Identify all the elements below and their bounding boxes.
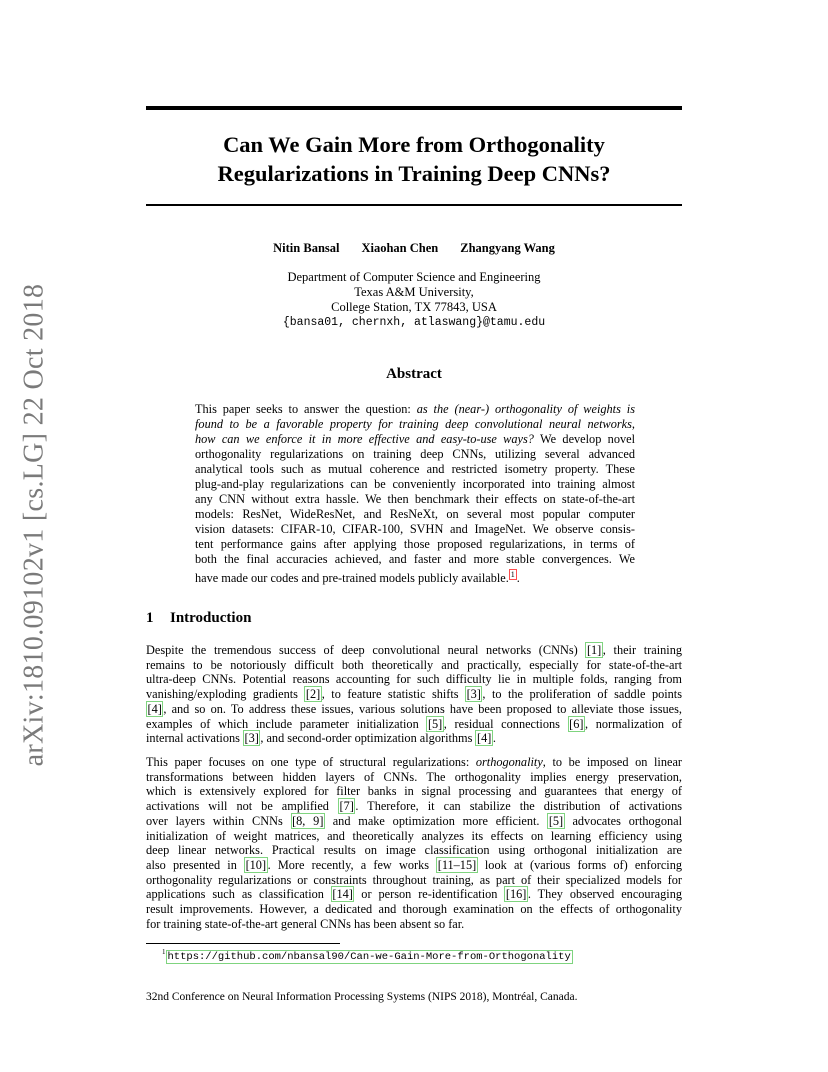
footnote-link[interactable]: 1	[510, 570, 515, 579]
text-run: transformations between hidden layers of CNNs. The orthogonality implies energy preservation,	[146, 769, 682, 784]
paragraph-line	[146, 672, 682, 687]
citation-link[interactable]: [2]	[305, 687, 321, 702]
paragraph-line	[146, 887, 682, 902]
text-run: , residual connections	[443, 716, 568, 731]
citation-link[interactable]: [8, 9]	[292, 813, 324, 828]
paragraph-line	[146, 731, 682, 746]
affiliation	[146, 270, 682, 330]
citation-link[interactable]: [14]	[332, 887, 353, 902]
abstract-line: analytical tools such as mutual coherence and restricted isometry property. These	[195, 462, 635, 476]
section-number: 1	[146, 610, 154, 626]
github-url-link[interactable]: https://github.com/nbansal90/Can-we-Gain-More-from-Orthogonality	[167, 950, 571, 963]
text-run: .	[492, 731, 496, 746]
text-run: Despite the tremendous success of deep convolutional neural networks (CNNs)	[146, 643, 586, 657]
text-run: , to the proliferation of saddle points	[482, 687, 683, 702]
citation-link[interactable]: [11–15]	[437, 857, 477, 872]
abstract-line: have made our codes and pre-trained models publicly available. $^1$ .	[195, 570, 520, 586]
paper-title	[146, 130, 682, 188]
abstract-line: how can we enforce it in more effective and easy-to-use ways? We develop novel	[195, 432, 635, 446]
arxiv-stamp-text: arXiv:1810.09102v1 [cs.LG] 22 Oct 2018	[18, 283, 49, 767]
text-run: look at (various forms of) enforcing	[477, 857, 682, 872]
text-run: which is extensively explored for filter banks in signal processing and guarantees that energy of	[146, 784, 682, 799]
text-run: , to feature statistic shifts	[321, 687, 466, 702]
emphasis-text: orthogonality	[475, 755, 543, 769]
intro-paragraph-1	[146, 643, 682, 746]
text-run: , normalization of	[584, 716, 682, 731]
paragraph-line	[146, 858, 682, 873]
author-list	[146, 241, 682, 256]
abstract-line: orthogonality regularizations on training deep CNNs, utilizing several advanced	[195, 447, 635, 461]
arxiv-stamp	[14, 283, 54, 767]
title-top-rule	[146, 106, 682, 110]
abstract-line: both the final accuracies achieved, and faster and more stable convergences. We	[195, 552, 635, 566]
paragraph-line	[146, 902, 682, 917]
author-2: Xiaohan Chen	[361, 241, 439, 255]
text-run: for training state-of-the-art general CNNs has been absent so far.	[146, 916, 465, 931]
text-run: orthogonality regularizations or constraints throughout training, as part of their specialized models for	[146, 872, 682, 887]
text-run: , and so on. To address these issues, various solutions have been proposed to alleviate those issues,	[163, 701, 682, 716]
citation-link[interactable]: [3]	[466, 687, 481, 702]
abstract-line: found to be a favorable property for training deep convolutional neural networks,	[195, 417, 635, 431]
paragraph-line	[146, 799, 682, 814]
text-run: initialization of weight matrices, and theoretically analyzes its effects on learning efficiency using	[146, 828, 682, 843]
text-run: , their training	[602, 643, 682, 657]
text-run: , to be imposed on linear	[542, 755, 683, 769]
text-run: deep linear networks. Practical results on image classification using orthogonal initialization are	[146, 843, 682, 858]
paragraph-line	[146, 829, 682, 844]
text-run: internal activations	[146, 731, 243, 746]
abstract-line: any CNN without extra hassle. We then benchmark their effects on state-of-the-art	[195, 492, 635, 506]
text-run: applications such as classification	[146, 887, 331, 902]
title-line-2: Regularizations in Training Deep CNNs?	[217, 161, 611, 186]
abstract-line: models: ResNet, WideResNet, and ResNeXt, on several most popular computer	[195, 507, 635, 521]
abstract-body	[195, 402, 635, 586]
venue-footer: 32nd Conference on Neural Information Processing Systems (NIPS 2018), Montréal, Canada.	[146, 991, 578, 1003]
text-run: activations will not be amplified	[146, 799, 338, 814]
text-run: . More recently, a few works	[267, 857, 437, 872]
author-3: Zhangyang Wang	[460, 241, 555, 255]
citation-link[interactable]: [5]	[427, 716, 443, 731]
section-title: Introduction	[170, 610, 252, 626]
paragraph-line	[146, 755, 682, 770]
paragraph-line	[146, 843, 682, 858]
affiliation-univ: Texas A&M University,	[354, 285, 474, 299]
footnote-mark: 1	[162, 948, 166, 956]
footnote	[162, 948, 573, 963]
section-heading-introduction	[146, 610, 251, 627]
affiliation-city: College Station, TX 77843, USA	[331, 300, 497, 314]
text-run: result improvements. However, a dedicated and thorough examination on the effects of orthogonality	[146, 902, 682, 917]
paragraph-line	[146, 658, 682, 673]
text-run: examples of which include parameter initialization	[146, 716, 427, 731]
paragraph-line	[146, 717, 682, 732]
text-run: over layers within CNNs	[146, 813, 291, 828]
text-run: remains to be notoriously difficult both theoretically and practically, especially for state-of-the-art	[146, 657, 682, 672]
text-run: or person re-identification	[354, 887, 505, 902]
intro-paragraph-2	[146, 755, 682, 931]
abstract-line: vision datasets: CIFAR-10, CIFAR-100, SVHN and ImageNet. We observe consis-	[195, 522, 635, 536]
text-run: This paper focuses on one type of structural regularizations:	[146, 755, 476, 769]
author-1: Nitin Bansal	[273, 241, 340, 255]
paragraph-line	[146, 784, 682, 799]
abstract-line: This paper seeks to answer the question: as the (near-) orthogonality of weights is	[195, 402, 636, 416]
affiliation-dept: Department of Computer Science and Engineering	[287, 270, 541, 284]
text-run: . Therefore, it can stabilize the distribution of activations	[355, 799, 682, 814]
citation-link[interactable]: [10]	[245, 857, 267, 872]
abstract-line: tent performance gains after applying those proposed regularizations, in terms of	[195, 537, 635, 551]
text-run: . They observed encouraging	[527, 887, 682, 902]
citation-link[interactable]: [6]	[569, 716, 584, 731]
citation-link[interactable]: [5]	[548, 813, 564, 828]
footnote-rule	[146, 943, 340, 944]
paragraph-line	[146, 643, 682, 658]
paragraph-line	[146, 814, 682, 829]
text-run: ultra-deep CNNs. Potential reasons accounting for such difficulty lie in multiple folds, ranging from	[146, 672, 682, 687]
citation-link[interactable]: [1]	[586, 643, 602, 657]
citation-link[interactable]: [7]	[339, 799, 354, 814]
text-run: also presented in	[146, 857, 245, 872]
paragraph-line	[146, 687, 682, 702]
paragraph-line	[146, 917, 682, 932]
citation-link[interactable]: [4]	[147, 701, 162, 716]
abstract-heading: Abstract	[386, 366, 442, 382]
abstract-line: plug-and-play regularizations can be conveniently incorporated into training almost	[195, 477, 635, 491]
paragraph-line	[146, 873, 682, 888]
citation-link[interactable]: [4]	[476, 731, 492, 746]
title-line-1: Can We Gain More from Orthogonality	[223, 132, 605, 157]
author-emails: {bansa01, chernxh, atlaswang}@tamu.edu	[282, 316, 546, 329]
citation-link[interactable]: [3]	[244, 731, 259, 746]
paragraph-line	[146, 770, 682, 785]
text-run: and make optimization more efficient.	[324, 813, 548, 828]
text-run: , and second-order optimization algorithms	[260, 731, 476, 746]
text-run: advocates orthogonal	[564, 813, 682, 828]
title-bottom-rule	[146, 204, 682, 206]
citation-link[interactable]: [16]	[505, 887, 527, 902]
text-run: vanishing/exploding gradients	[146, 687, 305, 702]
paragraph-line	[146, 702, 682, 717]
